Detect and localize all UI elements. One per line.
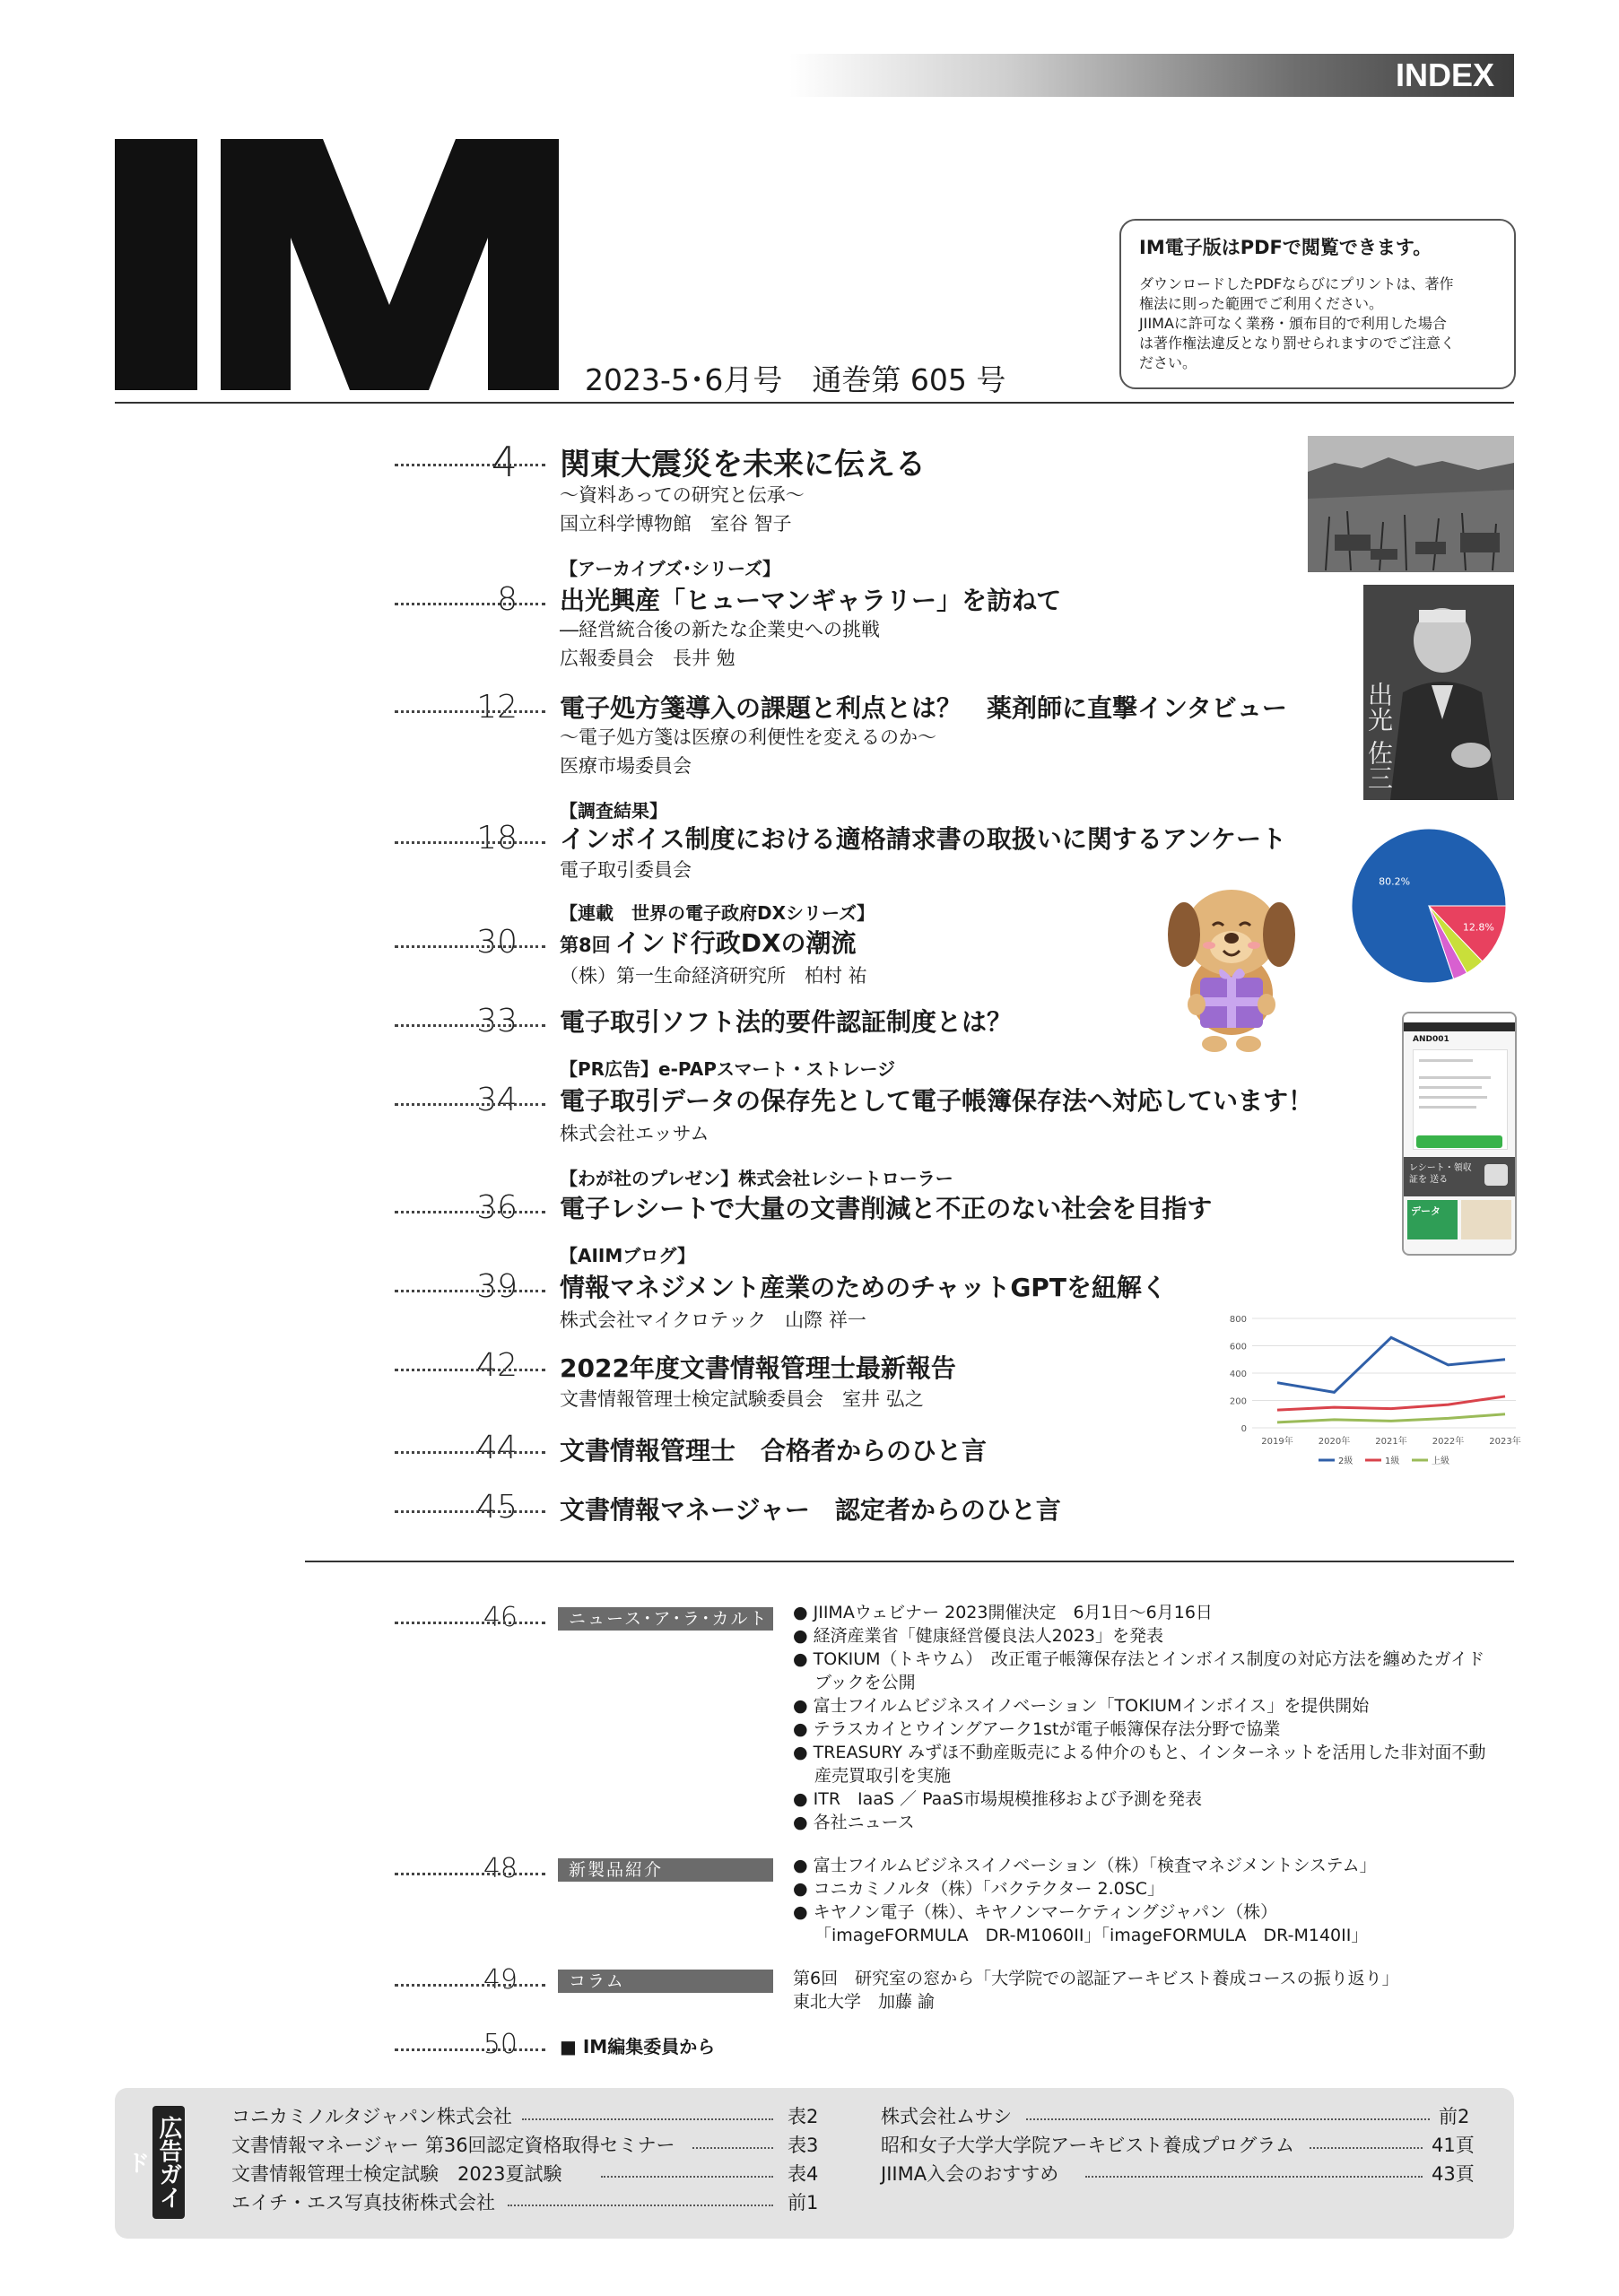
- phone-status-bar: [1404, 1013, 1515, 1022]
- toc-leader-dots: [395, 1024, 545, 1027]
- toc-page-number: 30: [476, 924, 518, 961]
- toc-leader-dots: [395, 710, 545, 713]
- toc-leader-dots: [395, 1290, 545, 1292]
- ad-guide-page: 41頁: [1432, 2135, 1475, 2156]
- toc-leader-dots: [395, 1622, 545, 1624]
- header-divider: [115, 402, 1514, 404]
- ad-guide-item[interactable]: エイチ・エス写真技術株式会社: [231, 2192, 495, 2213]
- pie-chart: [1350, 827, 1508, 985]
- phone-green-button: [1416, 1135, 1502, 1148]
- pdf-notice-line: は著作権法違反となり罰せられますのでご注意く: [1139, 335, 1456, 352]
- toc-leader-dots: [395, 1873, 545, 1875]
- news-item[interactable]: ● TREASURY みずほ不動産販売による仲介のもと、インターネットを活用した非対面不動: [793, 1743, 1486, 1762]
- toc-leader-dots: [395, 841, 545, 844]
- toc-title[interactable]: 電子レシートで大量の文書削減と不正のない社会を目指す: [560, 1194, 1213, 1223]
- news-item-continued: 産売買取引を実施: [814, 1766, 952, 1786]
- product-item[interactable]: ● キヤノン電子（株）、キヤノンマーケティングジャパン（株）: [793, 1902, 1278, 1922]
- toc-title[interactable]: 文書情報マネージャー 認定者からのひと言: [560, 1495, 1061, 1525]
- section-page-number: 48: [483, 1853, 518, 1884]
- toc-author: 広報委員会 長井 勉: [560, 648, 736, 669]
- toc-leader-dots: [395, 464, 545, 466]
- section-page-number: 46: [483, 1602, 518, 1633]
- toc-author: 株式会社マイクロテック 山際 祥一: [560, 1309, 866, 1331]
- toc-page-number: 39: [476, 1268, 518, 1305]
- news-item[interactable]: ● 富士フイルムビジネスイノベーション「TOKIUMインボイス」を提供開始: [793, 1696, 1370, 1716]
- series-line: [1277, 1414, 1505, 1422]
- x-tick-label: 2020年: [1318, 1437, 1351, 1447]
- toc-leader-dots: [395, 1369, 545, 1371]
- toc-title[interactable]: 出光興産「ヒューマンギャラリー」を訪ねて: [560, 586, 1062, 615]
- toc-page-number: 18: [476, 820, 518, 857]
- toc-tag: 【アーカイブズ･シリーズ】: [560, 558, 780, 579]
- phone-photo-tile: [1461, 1200, 1511, 1239]
- section-page-number: 50: [483, 2029, 518, 2060]
- toc-author: 国立科学博物館 室谷 智子: [560, 513, 792, 535]
- ad-guide-label: 広告ガイド: [123, 2116, 182, 2209]
- section-divider: [305, 1561, 1514, 1562]
- news-item-continued: ブックを公開: [814, 1673, 916, 1692]
- column-title[interactable]: 第6回 研究室の窓から「大学院での認証アーキビスト養成コースの振り返り」: [793, 1969, 1399, 1988]
- toc-page-number: 12: [476, 689, 518, 726]
- ad-leader-dots: [601, 2176, 773, 2178]
- toc-title[interactable]: 文書情報管理士 合格者からのひと言: [560, 1436, 988, 1465]
- toc-page-number: 45: [476, 1489, 518, 1526]
- index-banner: [789, 54, 1514, 97]
- ad-guide-page: 表4: [788, 2163, 819, 2185]
- portrait-photo: [1363, 585, 1514, 800]
- y-tick-label: 800: [1229, 1315, 1247, 1325]
- ad-guide-item[interactable]: 文書情報マネージャー 第36回認定資格取得セミナー: [231, 2135, 675, 2156]
- index-label: INDEX: [1395, 57, 1494, 93]
- toc-subtitle: ～電子処方箋は医療の利便性を変えるのか～: [560, 726, 936, 748]
- y-tick-label: 200: [1229, 1396, 1247, 1407]
- phone-banner: [1404, 1157, 1515, 1196]
- toc-title-prefix: 第8回: [560, 935, 611, 956]
- earthquake-photo: [1308, 436, 1514, 572]
- y-tick-label: 0: [1240, 1424, 1247, 1434]
- pie-slice-label: 12.8%: [1462, 921, 1494, 934]
- pdf-notice-body: [1139, 274, 1496, 373]
- ad-guide-page: 43頁: [1432, 2163, 1475, 2185]
- toc-page-number: 36: [476, 1189, 518, 1226]
- ad-leader-dots: [522, 2118, 773, 2120]
- toc-page-number: 44: [476, 1430, 518, 1466]
- toc-leader-dots: [395, 1510, 545, 1513]
- toc-author: 株式会社エッサム: [560, 1123, 709, 1144]
- smartphone-screenshot: [1402, 1012, 1517, 1256]
- news-category-label: ニュース･ア･ラ･カルト: [558, 1607, 773, 1631]
- toc-page-number: 8: [497, 581, 518, 618]
- ad-guide-page: 前2: [1439, 2106, 1470, 2127]
- y-tick-label: 400: [1229, 1370, 1247, 1379]
- ad-guide-tab: [123, 2106, 185, 2219]
- pdf-notice-line: 権法に則った範囲でご利用ください。: [1139, 295, 1384, 312]
- toc-leader-dots: [395, 945, 545, 948]
- pdf-notice: [1119, 219, 1516, 389]
- pdf-notice-line: JIIMAに許可なく業務・頒布目的で利用した場合: [1139, 315, 1447, 332]
- toc-title-row[interactable]: [560, 924, 857, 960]
- toc-leader-dots: [395, 1451, 545, 1454]
- toc-author: 電子取引委員会: [560, 859, 692, 881]
- toc-author: 医療市場委員会: [560, 755, 692, 777]
- product-item[interactable]: ● コニカミノルタ（株）「バクテクター 2.0SC」: [793, 1879, 1165, 1899]
- section-page-number: 49: [483, 1964, 518, 1996]
- ad-guide-page: 表3: [788, 2135, 819, 2156]
- toc-tag: 【わが社のプレゼン】株式会社レシートローラー: [560, 1168, 953, 1189]
- ad-guide-page: 前1: [788, 2192, 819, 2213]
- x-tick-label: 2022年: [1432, 1437, 1465, 1447]
- im-logo: [115, 139, 559, 390]
- toc-title[interactable]: 電子取引データの保存先として電子帳簿保存法へ対応しています！: [560, 1086, 1314, 1116]
- news-item[interactable]: ● ITR IaaS ／ PaaS市場規模推移および予測を発表: [793, 1789, 1203, 1809]
- toc-title[interactable]: 2022年度文書情報管理士最新報告: [560, 1353, 956, 1383]
- pdf-notice-line: ダウンロードしたPDFならびにプリントは、著作: [1139, 275, 1454, 292]
- toc-page-number: 4: [491, 438, 518, 486]
- toc-page-number: 34: [476, 1082, 518, 1118]
- toc-author: 文書情報管理士検定試験委員会 室井 弘之: [560, 1388, 924, 1410]
- ad-leader-dots: [1310, 2147, 1423, 2149]
- phone-code: AND001: [1413, 1035, 1449, 1044]
- phone-banner-text: レシート・領収証を 送る: [1409, 1163, 1472, 1185]
- toc-leader-dots: [395, 1103, 545, 1106]
- toc-title[interactable]: 電子取引ソフト法的要件認証制度とは？: [560, 1007, 1013, 1037]
- toc-leader-dots: [395, 603, 545, 605]
- toc-title[interactable]: 電子処方箋導入の課題と利点とは？ 薬剤師に直撃インタビュー: [560, 693, 1287, 723]
- x-tick-label: 2019年: [1261, 1437, 1293, 1447]
- toc-subtitle: ―経営統合後の新たな企業史への挑戦: [560, 619, 880, 640]
- camera-icon: [1484, 1164, 1508, 1186]
- ad-guide-page: 表2: [788, 2106, 819, 2127]
- ad-leader-dots: [1085, 2176, 1423, 2178]
- toc-leader-dots: [395, 2048, 545, 2051]
- ad-guide-item[interactable]: 株式会社ムサシ: [881, 2106, 1013, 2127]
- toc-page-number: 42: [476, 1347, 518, 1384]
- column-author: 東北大学 加藤 諭: [793, 1992, 936, 2012]
- ad-guide-item[interactable]: コニカミノルタジャパン株式会社: [231, 2106, 512, 2127]
- toc-title[interactable]: 情報マネジメント産業のためのチャットGPTを紐解く: [560, 1273, 1167, 1302]
- toc-tag: 【PR広告】e-PAPスマート・ストレージ: [560, 1058, 896, 1080]
- phone-app-header: [1404, 1022, 1515, 1031]
- phone-data-tile: データ: [1407, 1200, 1458, 1239]
- toc-leader-dots: [395, 1984, 545, 1987]
- legend-label: 上級: [1432, 1457, 1449, 1466]
- products-category-label: 新製品紹介: [558, 1858, 773, 1882]
- product-item[interactable]: ● 富士フイルムビジネスイノベーション（株）「検査マネジメントシステム」: [793, 1856, 1377, 1875]
- pdf-notice-title: IM電子版はPDFで閲覧できます。: [1139, 237, 1432, 258]
- toc-title[interactable]: 関東大震災を未来に伝える: [560, 447, 926, 483]
- toc-page-number: 33: [476, 1003, 518, 1039]
- news-item[interactable]: ● 各社ニュース: [793, 1813, 915, 1832]
- news-item[interactable]: ● テラスカイとウイングアーク1stが電子帳簿保存法分野で協業: [793, 1719, 1281, 1739]
- y-tick-label: 600: [1229, 1342, 1247, 1352]
- toc-title: インド行政DXの潮流: [614, 928, 857, 958]
- news-item[interactable]: ● JIIMAウェビナー 2023開催決定 6月1日～6月16日: [793, 1603, 1213, 1622]
- series-line: [1277, 1396, 1505, 1410]
- line-chart: [1220, 1309, 1525, 1471]
- ad-guide-item[interactable]: 文書情報管理士検定試験 2023夏試験: [231, 2163, 562, 2185]
- toc-tag: 【調査結果】: [560, 800, 667, 822]
- portrait-caption: 出光 佐三: [1364, 682, 1394, 790]
- legend-label: 1級: [1385, 1457, 1400, 1466]
- column-category-label: コラム: [558, 1970, 773, 1993]
- toc-tag: 【AIIMブログ】: [560, 1245, 695, 1266]
- ad-leader-dots: [508, 2205, 773, 2206]
- toc-author: （株）第一生命経済研究所 柏村 祐: [560, 965, 867, 987]
- ad-leader-dots: [1026, 2118, 1430, 2120]
- legend-label: 2級: [1338, 1457, 1354, 1466]
- toc-tag: 【連載 世界の電子政府DXシリーズ】: [560, 902, 875, 924]
- ad-guide-item[interactable]: JIIMA入会のおすすめ: [881, 2163, 1059, 2185]
- x-tick-label: 2021年: [1375, 1437, 1407, 1447]
- editors-note-link[interactable]: ■ IM編集委員から: [560, 2036, 716, 2057]
- ad-leader-dots: [692, 2147, 773, 2149]
- pdf-notice-line: ださい。: [1139, 354, 1197, 371]
- news-item[interactable]: ● TOKIUM（トキウム） 改正電子帳簿保存法とインボイス制度の対応方法を纏めたガイド: [793, 1649, 1485, 1669]
- ad-guide-item[interactable]: 昭和女子大学大学院アーキビスト養成プログラム: [881, 2135, 1295, 2156]
- dog-mascot-illustration: [1164, 879, 1299, 1054]
- product-item-continued: 「imageFORMULA DR-M1060II」「imageFORMULA DR-M140II」: [814, 1926, 1369, 1945]
- toc-leader-dots: [395, 1211, 545, 1213]
- toc-subtitle: ～資料あっての研究と伝承～: [560, 484, 805, 506]
- x-tick-label: 2023年: [1489, 1437, 1521, 1447]
- toc-title[interactable]: インボイス制度における適格請求書の取扱いに関するアンケート: [560, 824, 1287, 854]
- issue-number: 2023-5･6月号 通巻第 605 号: [585, 362, 1006, 397]
- pie-slice-label: 80.2%: [1379, 875, 1411, 888]
- news-item[interactable]: ● 経済産業省「健康経営優良法人2023」を発表: [793, 1626, 1163, 1646]
